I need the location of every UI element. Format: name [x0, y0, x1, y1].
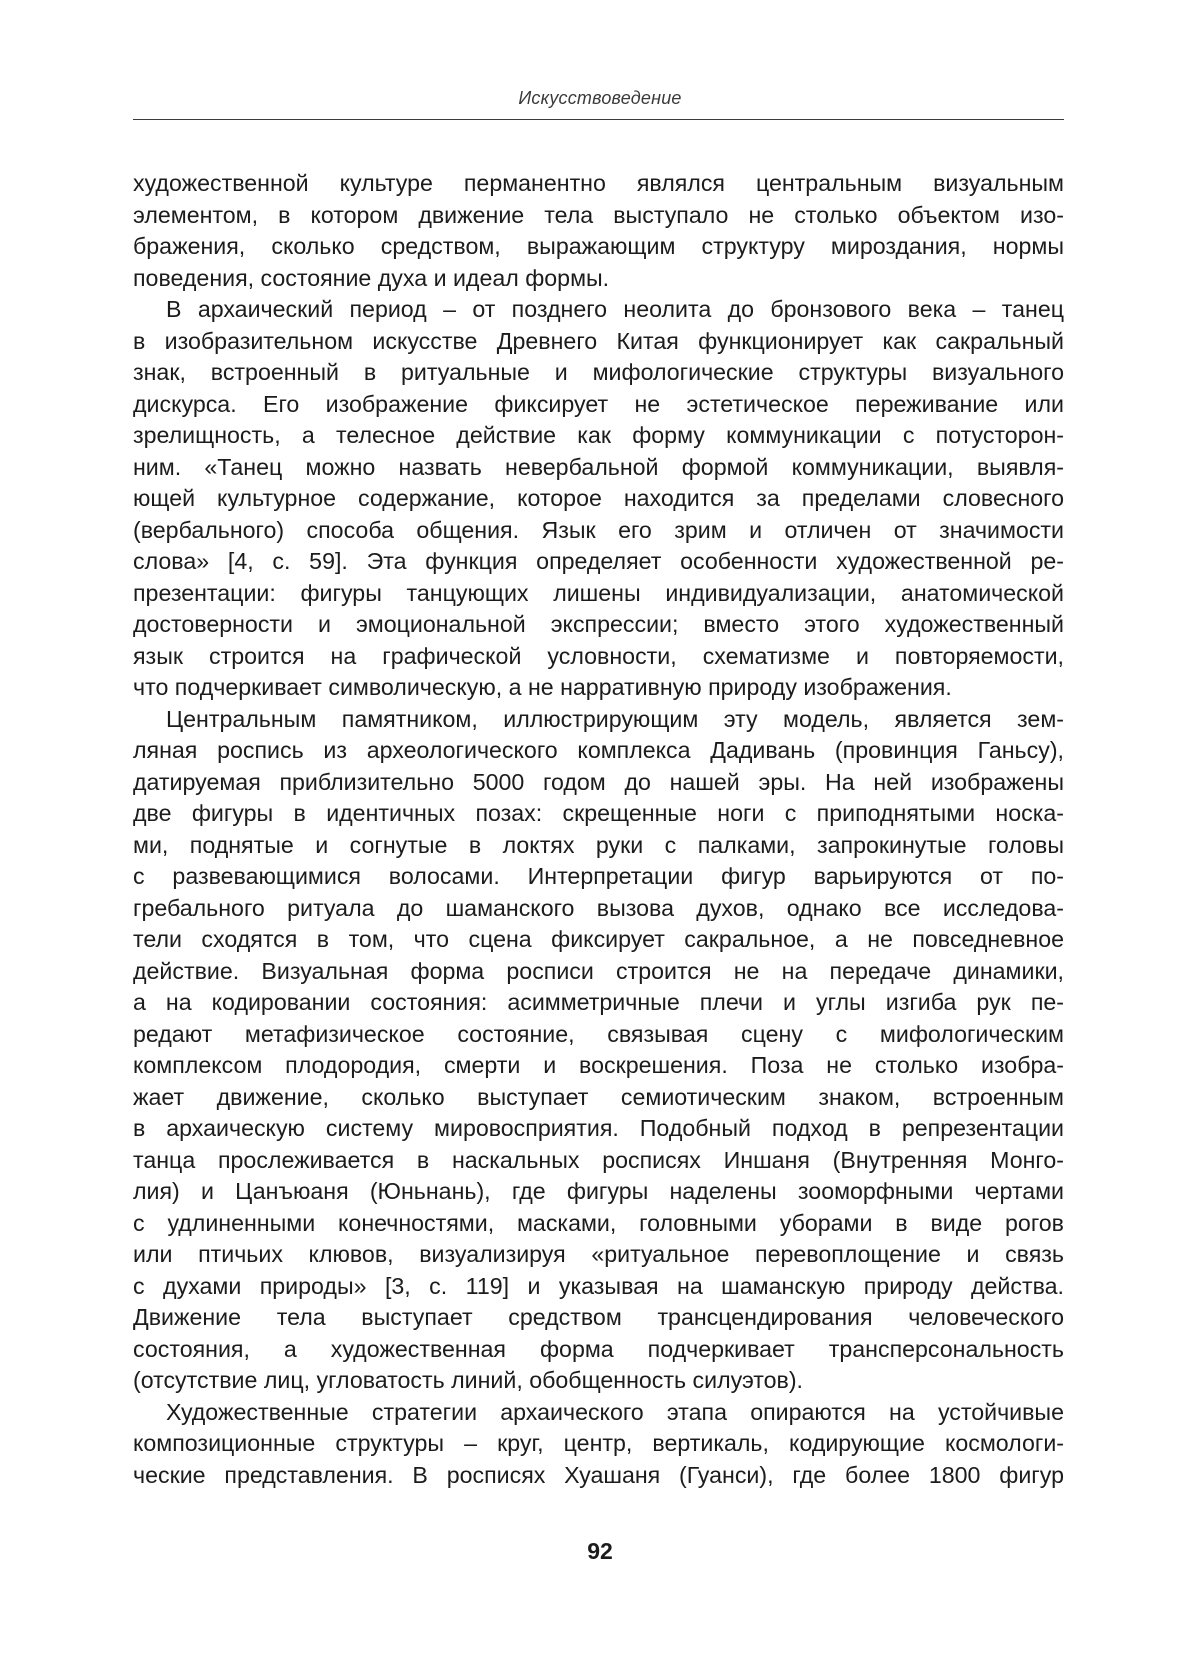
text-line: слова» [4, с. 59]. Эта функция определяет особенности художественной ре-	[133, 548, 1064, 574]
text-line: композиционные структуры – круг, центр, вертикаль, кодирующие космологи-	[133, 1430, 1064, 1456]
text-line: Художественные стратегии архаического этапа опираются на устойчивые	[166, 1398, 1064, 1425]
header-rule	[133, 119, 1064, 120]
text-line: элементом, в котором движение тела выступало не столько объектом изо-	[133, 201, 1064, 228]
text-line: в архаическую систему мировосприятия. Подобный подход в репрезентации	[133, 1115, 1064, 1141]
body-text	[133, 168, 1064, 1491]
text-line: художественной культуре перманентно являлся центральным визуальным	[133, 170, 1064, 196]
text-line: с удлиненными конечностями, масками, головными уборами в виде рогов	[133, 1209, 1064, 1236]
text-line: а на кодировании состояния: асимметричные плечи и углы изгиба рук пе-	[133, 989, 1064, 1015]
text-line: ляная роспись из археологического комплекса Дадивань (провинция Ганьсу),	[133, 737, 1064, 763]
text-line: презентации: фигуры танцующих лишены индивидуализации, анатомической	[133, 579, 1064, 606]
page-number: 92	[587, 1538, 613, 1564]
text-line: Движение тела выступает средством трансцендирования человеческого	[133, 1304, 1064, 1330]
text-line: состояния, а художественная форма подчеркивает трансперсональность	[133, 1335, 1064, 1362]
text-line: (отсутствие лиц, угловатость линий, обобщенность силуэтов).	[133, 1367, 804, 1393]
text-line: язык строится на графической условности, схематизме и повторяемости,	[133, 642, 1064, 669]
text-line: дискурса. Его изображение фиксирует не эстетическое переживание или	[133, 390, 1064, 417]
text-line: зрелищность, а телесное действие как форму коммуникации с потусторон-	[133, 422, 1064, 448]
text-line: что подчеркивает символическую, а не нарративную природу изображения.	[133, 674, 952, 700]
text-line: достоверности и эмоциональной экспрессии; вместо этого художественный	[133, 611, 1064, 637]
text-line: тели сходятся в том, что сцена фиксирует сакральное, а не повседневное	[133, 926, 1064, 952]
text-line: ческие представления. В росписях Хуашаня (Гуанси), где более 1800 фигур	[133, 1461, 1064, 1488]
text-line: гребального ритуала до шаманского вызова духов, однако все исследова-	[133, 894, 1064, 921]
text-line: с духами природы» [3, с. 119] и указывая на шаманскую природу действа.	[133, 1272, 1064, 1299]
text-line: с развевающимися волосами. Интерпретации фигур варьируются от по-	[133, 863, 1064, 889]
text-line: ющей культурное содержание, которое находится за пределами словесного	[133, 485, 1064, 511]
text-line: бражения, сколько средством, выражающим структуру мироздания, нормы	[133, 233, 1064, 259]
text-line: или птичьих клювов, визуализируя «ритуальное перевоплощение и связь	[133, 1241, 1064, 1267]
text-line: ми, поднятые и согнутые в локтях руки с палками, запрокинутые головы	[133, 831, 1064, 858]
text-line: танца прослеживается в наскальных росписях Иншаня (Внутренняя Монго-	[133, 1146, 1064, 1173]
text-line: (вербального) способа общения. Язык его зрим и отличен от значимости	[133, 516, 1064, 543]
text-line: две фигуры в идентичных позах: скрещенные ноги с приподнятыми носка-	[133, 800, 1064, 826]
text-line: ним. «Танец можно назвать невербальной формой коммуникации, выявля-	[133, 453, 1064, 480]
text-line: жает движение, сколько выступает семиотическим знаком, встроенным	[133, 1083, 1064, 1110]
text-line: действие. Визуальная форма росписи строится не на передаче динамики,	[133, 957, 1064, 984]
text-line: комплексом плодородия, смерти и воскрешения. Поза не столько изобра-	[133, 1052, 1064, 1078]
text-line: поведения, состояние духа и идеал формы.	[133, 264, 610, 291]
text-line: в изобразительном искусстве Древнего Китая функционирует как сакральный	[133, 327, 1064, 354]
text-line: В архаический период – от позднего неолита до бронзового века – танец	[166, 296, 1064, 322]
text-line: редают метафизическое состояние, связывая сцену с мифологическим	[133, 1020, 1064, 1047]
text-line: Центральным памятником, иллюстрирующим эту модель, является зем-	[166, 705, 1064, 732]
text-line: лия) и Цанъюаня (Юньнань), где фигуры наделены зооморфными чертами	[133, 1178, 1064, 1204]
text-line: датируемая приблизительно 5000 годом до нашей эры. На ней изображены	[133, 768, 1064, 795]
running-header: Искусствоведение	[518, 88, 682, 108]
text-line: знак, встроенный в ритуальные и мифологические структуры визуального	[133, 359, 1064, 385]
